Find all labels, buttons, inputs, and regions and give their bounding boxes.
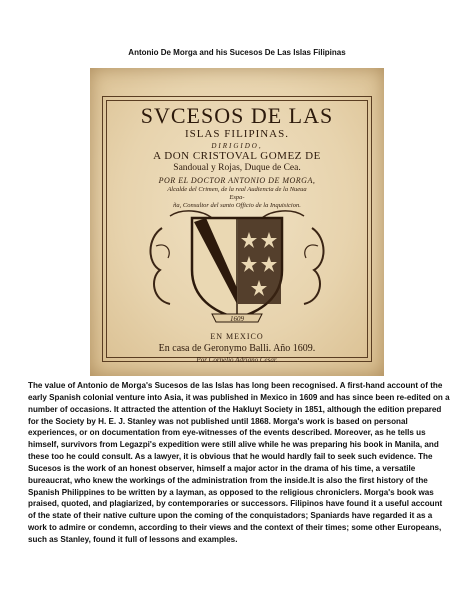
plate-office-line-3: ña, Consultor del santo Officio de la Inquisicion. (173, 202, 301, 209)
plate-office-line-2: Espa- (229, 194, 245, 201)
plate-imprint-place: EN MEXICO (210, 332, 264, 341)
plate-author-line: POR EL DOCTOR ANTONIO DE MORGA, (158, 176, 316, 185)
plate-dedication-label: DIRIGIDO, (211, 142, 263, 150)
plate-title-line: SVCESOS DE LAS (140, 103, 334, 128)
plate-imprint-note: Por Cornelio Adriano Cesar. (196, 356, 278, 364)
plate-dedicatee-line: A DON CRISTOVAL GOMEZ DE (153, 150, 321, 162)
plate-subtitle-line: ISLAS FILIPINAS. (184, 128, 289, 140)
coat-of-arms-image (142, 208, 332, 328)
body-paragraph: The value of Antonio de Morga's Sucesos de las Islas has long been recognised. A first-hand account of the early Spanish colonial venture into Asia, it was published in Mexico in 1609 and has since been re-edited on a number of occasions. It attracted the attention of the Hakluyt Society in 1851, although the edition prepared for the Society by H. E. J. Stanley was not published until 1868. Morga's work is based on personal experiences, or on documentation from eye-witnesses of the events described. Moreover, as he tells us himself, survivors from Legazpi's expedition were still alive while he was preparing his book in Manila, and these too he could consult. As a lawyer, it is obvious that he would hardly fail to seek such evidence. The Sucesos is the work of an honest observer, himself a major actor in the drama of his time, a versatile bureaucrat, who knew the workings of the administration from the inside.It is also the first history of the Spanish Philippines to be written by a layman, as opposed to the religious chroniclers. Morga's book was praised, quoted, and plagiarized, by contemporaries or successors. Filipinos have found it a useful account of the state of their native culture upon the coming of the conquistadors; Spaniards have regarded it as a work to admire or condemn, according to their views and the context of their times; some other Europeans, such as Stanley, found it full of lessons and examples. (28, 381, 450, 544)
year-mark-label: 1609 (230, 315, 244, 323)
document-title: Antonio De Morga and his Sucesos De Las Islas Filipinas (128, 48, 346, 57)
plate-office-line: Alcalde del Crimen, de la real Audiencia de la Nueua (167, 186, 307, 193)
plate-dedicatee-line-2: Sandoual y Rojas, Duque de Cea. (173, 163, 301, 173)
plate-imprint-printer: En casa de Geronymo Balli. Año 1609. (158, 343, 316, 354)
title-page-image (90, 68, 384, 376)
